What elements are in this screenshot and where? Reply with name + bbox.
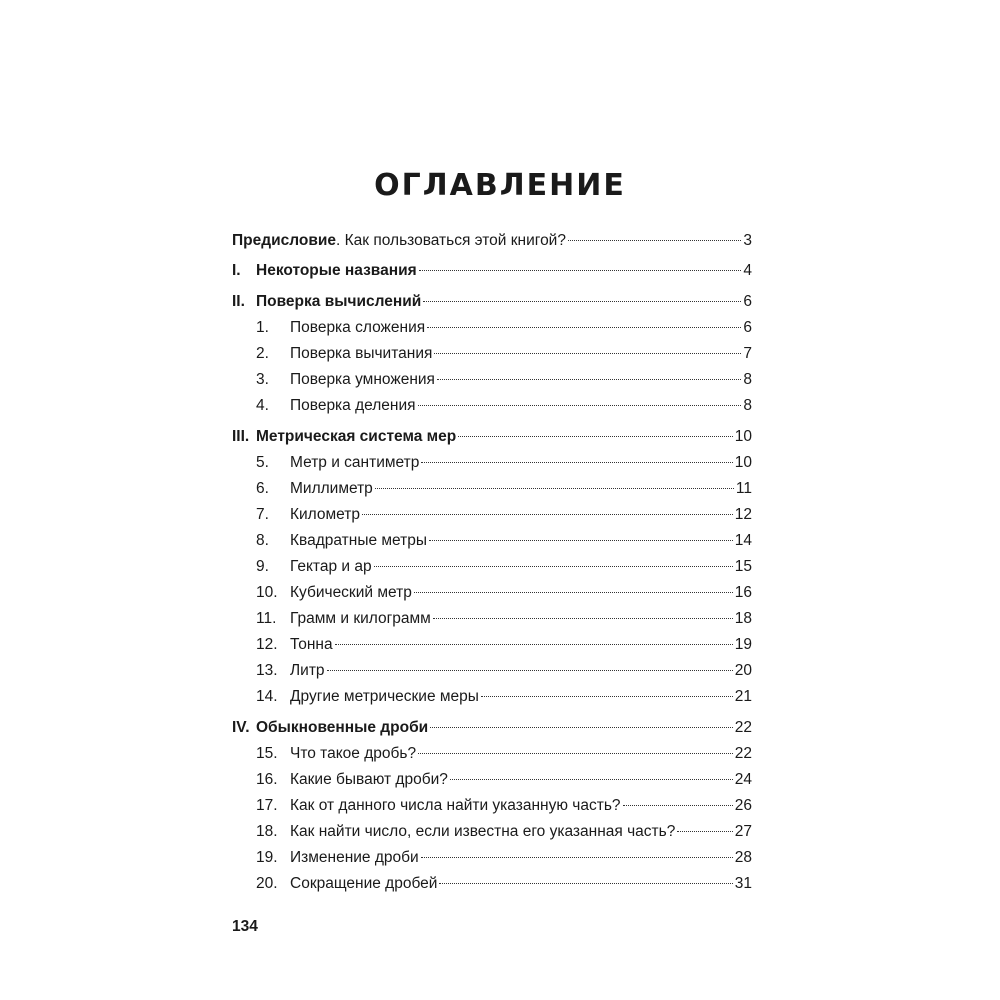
toc-line	[290, 607, 752, 631]
leader-dots	[623, 805, 733, 806]
page-number: 134	[232, 918, 258, 935]
toc-page-number: 12	[734, 506, 752, 523]
toc-line	[256, 425, 752, 449]
toc-item[interactable]	[232, 451, 752, 475]
leader-dots	[414, 592, 733, 593]
toc-page-number: 8	[743, 371, 752, 388]
toc-line	[290, 394, 752, 418]
toc-page-number: 22	[734, 719, 752, 736]
toc-line	[290, 742, 752, 766]
toc-item-number: 1.	[256, 319, 269, 336]
toc-item[interactable]	[232, 685, 752, 709]
toc-section-number: I.	[232, 262, 241, 279]
toc-section[interactable]	[232, 259, 752, 283]
toc-line	[290, 451, 752, 475]
toc-line	[290, 820, 752, 844]
toc-item-number: 19.	[256, 849, 278, 866]
toc-section-title: Поверка вычислений	[256, 293, 422, 310]
toc-section-title: Метрическая система мер	[256, 428, 457, 445]
leader-dots	[427, 327, 741, 328]
toc-item[interactable]	[232, 342, 752, 366]
toc-item-title: Что такое дробь?	[290, 745, 417, 762]
leader-dots	[335, 644, 733, 645]
toc-item-title: Квадратные метры	[290, 532, 428, 549]
toc-page-number: 26	[734, 797, 752, 814]
toc-item[interactable]	[232, 316, 752, 340]
toc-item[interactable]	[232, 794, 752, 818]
toc-item-number: 4.	[256, 397, 269, 414]
toc-page-number: 31	[734, 875, 752, 892]
toc-line	[290, 794, 752, 818]
toc-page-number: 11	[735, 480, 752, 497]
leader-dots	[437, 379, 741, 380]
toc-item[interactable]	[232, 768, 752, 792]
toc-section[interactable]	[232, 716, 752, 740]
toc-item[interactable]	[232, 846, 752, 870]
toc-page-number: 15	[734, 558, 752, 575]
toc-line	[232, 229, 752, 253]
toc-item[interactable]	[232, 820, 752, 844]
toc-line	[256, 716, 752, 740]
toc-entry-title	[232, 229, 566, 253]
toc-item-number: 18.	[256, 823, 278, 840]
toc-item-title: Поверка сложения	[290, 319, 426, 336]
toc-item[interactable]	[232, 529, 752, 553]
toc-item[interactable]	[232, 742, 752, 766]
toc-item-title: Как от данного числа найти указанную часть?	[290, 797, 621, 814]
toc-page-number: 3	[743, 232, 752, 249]
leader-dots	[568, 240, 741, 241]
toc-item-number: 2.	[256, 345, 269, 362]
toc-page-number: 14	[734, 532, 752, 549]
toc-item-title: Километр	[290, 506, 361, 523]
toc-page-number: 7	[743, 345, 752, 362]
toc-item-number: 9.	[256, 558, 269, 575]
toc-item-number: 20.	[256, 875, 278, 892]
toc-item[interactable]	[232, 659, 752, 683]
toc-line	[290, 503, 752, 527]
leader-dots	[419, 270, 742, 271]
toc-section-title: Некоторые названия	[256, 262, 417, 279]
toc-page-number: 28	[734, 849, 752, 866]
toc-item[interactable]	[232, 477, 752, 501]
toc-item-title: Сокращение дробей	[290, 875, 438, 892]
toc-page-number: 20	[734, 662, 752, 679]
toc-section-number: II.	[232, 293, 245, 310]
toc-item-title: Грамм и килограмм	[290, 610, 431, 627]
leader-dots	[421, 857, 733, 858]
toc-line	[290, 685, 752, 709]
leader-dots	[421, 462, 732, 463]
toc-entry-preface[interactable]	[232, 229, 752, 253]
toc-line	[290, 581, 752, 605]
toc-line	[290, 555, 752, 579]
toc-item-title: Поверка умножения	[290, 371, 435, 388]
toc-line	[290, 368, 752, 392]
toc-page-number: 22	[734, 745, 752, 762]
preface-bold-label: Предисловие	[232, 232, 337, 249]
toc-item[interactable]	[232, 581, 752, 605]
toc-item-title: Кубический метр	[290, 584, 412, 601]
leader-dots	[375, 488, 734, 489]
leader-dots	[439, 883, 732, 884]
toc-item-title: Поверка деления	[290, 397, 416, 414]
leader-dots	[450, 779, 733, 780]
toc-line	[290, 872, 752, 896]
leader-dots	[418, 753, 733, 754]
toc-item-title: Изменение дроби	[290, 849, 419, 866]
toc-item[interactable]	[232, 394, 752, 418]
toc-item[interactable]	[232, 555, 752, 579]
leader-dots	[430, 727, 733, 728]
toc-line	[290, 477, 752, 501]
toc-item-number: 11.	[256, 610, 277, 627]
table-of-contents	[232, 0, 752, 1000]
toc-page-number: 4	[743, 262, 752, 279]
toc-item-number: 10.	[256, 584, 278, 601]
toc-page-number: 6	[743, 293, 752, 310]
toc-item[interactable]	[232, 872, 752, 896]
toc-line	[290, 768, 752, 792]
toc-line	[290, 846, 752, 870]
toc-item-number: 15.	[256, 745, 278, 762]
toc-item-number: 13.	[256, 662, 278, 679]
page-title: ОГЛАВЛЕНИЕ	[374, 168, 626, 203]
leader-dots	[429, 540, 733, 541]
toc-line	[256, 259, 752, 283]
toc-item[interactable]	[232, 633, 752, 657]
toc-section[interactable]	[232, 425, 752, 449]
toc-page-number: 10	[734, 454, 752, 471]
toc-item-title: Миллиметр	[290, 480, 373, 497]
toc-section-title: Обыкновенные дроби	[256, 719, 429, 736]
toc-line	[290, 342, 752, 366]
toc-page-number: 6	[743, 319, 752, 336]
leader-dots	[434, 353, 741, 354]
leader-dots	[481, 696, 733, 697]
toc-page-number: 21	[734, 688, 752, 705]
toc-item-title: Тонна	[290, 636, 333, 653]
toc-item-number: 17.	[256, 797, 278, 814]
toc-item-title: Литр	[290, 662, 325, 679]
leader-dots	[677, 831, 732, 832]
toc-page-number: 16	[734, 584, 752, 601]
toc-item[interactable]	[232, 368, 752, 392]
leader-dots	[458, 436, 733, 437]
toc-item-number: 5.	[256, 454, 269, 471]
toc-page-number: 27	[734, 823, 752, 840]
toc-section-number: IV.	[232, 719, 250, 736]
toc-line	[290, 659, 752, 683]
toc-section[interactable]	[232, 290, 752, 314]
toc-item-number: 12.	[256, 636, 278, 653]
leader-dots	[327, 670, 733, 671]
toc-item-number: 3.	[256, 371, 269, 388]
toc-page-number: 19	[734, 636, 752, 653]
toc-page-number: 18	[734, 610, 752, 627]
leader-dots	[423, 301, 741, 302]
toc-page-number: 8	[743, 397, 752, 414]
toc-item-number: 14.	[256, 688, 278, 705]
toc-item-number: 16.	[256, 771, 278, 788]
leader-dots	[418, 405, 742, 406]
leader-dots	[362, 514, 733, 515]
toc-line	[290, 633, 752, 657]
toc-line	[290, 529, 752, 553]
leader-dots	[433, 618, 733, 619]
toc-page-number: 24	[734, 771, 752, 788]
toc-item-number: 7.	[256, 506, 269, 523]
toc-item-title: Какие бывают дроби?	[290, 771, 448, 788]
toc-item-title: Другие метрические меры	[290, 688, 479, 705]
toc-item-title: Как найти число, если известна его указанная часть?	[290, 823, 676, 840]
toc-item-title: Метр и сантиметр	[290, 454, 420, 471]
preface-label: . Как пользоваться этой книгой?	[336, 232, 566, 249]
toc-item-title: Гектар и ар	[290, 558, 372, 575]
toc-item-title: Поверка вычитания	[290, 345, 433, 362]
toc-section-number: III.	[232, 428, 250, 445]
toc-item[interactable]	[232, 607, 752, 631]
toc-line	[256, 290, 752, 314]
leader-dots	[374, 566, 733, 567]
toc-item-number: 8.	[256, 532, 269, 549]
toc-line	[290, 316, 752, 340]
toc-page-number: 10	[734, 428, 752, 445]
toc-item-number: 6.	[256, 480, 269, 497]
toc-item[interactable]	[232, 503, 752, 527]
